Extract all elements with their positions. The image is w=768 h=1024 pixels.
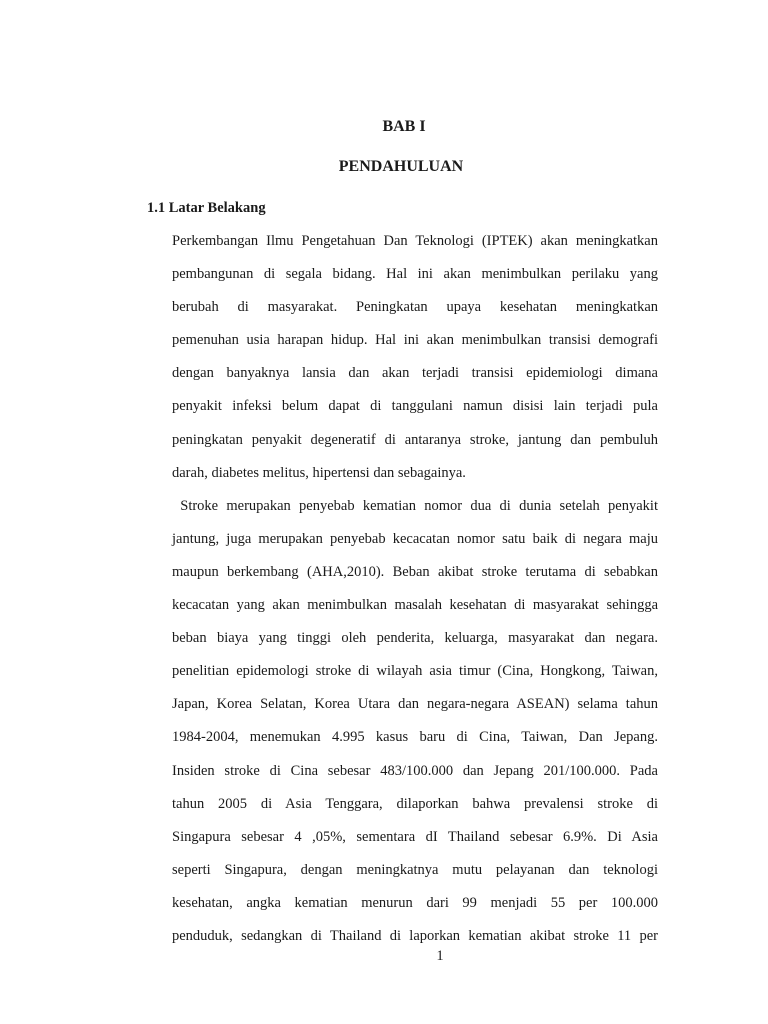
- page-number: 1: [436, 948, 444, 964]
- text-line: kesehatan, angka kematian menurun dari 99 menjadi 55 per 100.000: [172, 894, 658, 911]
- text-line: penyakit infeksi belum dapat di tanggulani namun disisi lain terjadi pula: [172, 398, 658, 415]
- text-line: penduduk, sedangkan di Thailand di laporkan kematian akibat stroke 11 per: [172, 927, 658, 944]
- paragraph-1: [172, 230, 658, 495]
- body-text: [172, 230, 658, 958]
- text-line: kecacatan yang akan menimbulkan masalah kesehatan di masyarakat sehingga: [172, 597, 658, 614]
- section-heading: 1.1 Latar Belakang: [147, 200, 266, 216]
- text-line: Stroke merupakan penyebab kematian nomor dua di dunia setelah penyakit: [172, 497, 658, 514]
- text-line: berubah di masyarakat. Peningkatan upaya kesehatan meningkatkan: [172, 299, 658, 316]
- text-line: darah, diabetes melitus, hipertensi dan sebagainya.: [172, 464, 466, 481]
- text-line: 1984-2004, menemukan 4.995 kasus baru di Cina, Taiwan, Dan Jepang.: [172, 729, 658, 746]
- text-line: pembangunan di segala bidang. Hal ini akan menimbulkan perilaku yang: [172, 266, 658, 283]
- text-line: seperti Singapura, dengan meningkatnya mutu pelayanan dan teknologi: [172, 861, 658, 878]
- paragraph-2: [172, 495, 658, 958]
- chapter-title: PENDAHULUAN: [338, 158, 464, 175]
- text-line: Insiden stroke di Cina sebesar 483/100.000 dan Jepang 201/100.000. Pada: [172, 762, 658, 779]
- text-line: pemenuhan usia harapan hidup. Hal ini akan menimbulkan transisi demografi: [172, 332, 658, 349]
- text-line: Japan, Korea Selatan, Korea Utara dan negara-negara ASEAN) selama tahun: [172, 696, 658, 713]
- text-line: beban biaya yang tinggi oleh penderita, keluarga, masyarakat dan negara.: [172, 630, 658, 647]
- text-line: jantung, juga merupakan penyebab kecacatan nomor satu baik di negara maju: [172, 530, 658, 547]
- text-line: maupun berkembang (AHA,2010). Beban akibat stroke terutama di sebabkan: [172, 563, 658, 580]
- text-line: dengan banyaknya lansia dan akan terjadi transisi epidemiologi dimana: [172, 365, 658, 382]
- text-line: tahun 2005 di Asia Tenggara, dilaporkan bahwa prevalensi stroke di: [172, 795, 658, 812]
- text-line: peningkatan penyakit degeneratif di antaranya stroke, jantung dan pembuluh: [172, 431, 658, 448]
- text-line: Singapura sebesar 4 ,05%, sementara dI Thailand sebesar 6.9%. Di Asia: [172, 828, 658, 845]
- text-line: penelitian epidemologi stroke di wilayah asia timur (Cina, Hongkong, Taiwan,: [172, 663, 658, 680]
- chapter-number: BAB I: [382, 118, 426, 135]
- text-line: Perkembangan Ilmu Pengetahuan Dan Teknologi (IPTEK) akan meningkatkan: [172, 233, 658, 249]
